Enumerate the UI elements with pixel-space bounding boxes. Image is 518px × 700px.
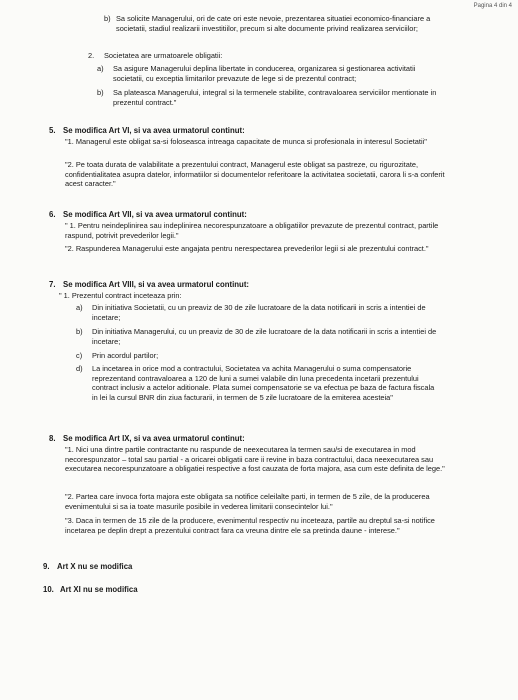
list-item: Prin acordul partilor; bbox=[92, 351, 159, 360]
section-number: 8. bbox=[49, 434, 56, 443]
section-heading: Se modifica Art VII, si va avea urmatorul continut: bbox=[63, 210, 247, 219]
item-label: c) bbox=[76, 351, 83, 360]
section-number: 7. bbox=[49, 280, 56, 289]
section-heading: Art XI nu se modifica bbox=[60, 585, 138, 594]
paragraph: Sa solicite Managerului, ori de cate ori este nevoie, prezentarea situatiei economico-financiare a societatii, stadiul realizarii investitiilor, precum si alte documente privind realizarea serviciilor; bbox=[116, 14, 431, 33]
item-label: b) bbox=[104, 14, 111, 23]
section-number: 9. bbox=[43, 562, 50, 571]
section-number: 5. bbox=[49, 126, 56, 135]
item-label: b) bbox=[76, 327, 83, 336]
section-heading: Se modifica Art VIII, si va avea urmatorul continut: bbox=[63, 280, 250, 289]
paragraph: "2. Pe toata durata de valabilitate a prezentului contract, Managerul este obligat sa pastreze, cu rigurozitate, confidentialitatea asupra datelor, informatiilor si documentelor referitoare la activitatea societatii, carora li s-a conferit acest caracter." bbox=[65, 160, 445, 189]
paragraph: Sa asigure Managerului deplina libertate in conducerea, organizarea si gestionarea activitatii societatii, cu exceptia limitarilor prevazute de lege si de prezentul contract; bbox=[113, 64, 416, 83]
section-heading: Se modifica Art IX, si va avea urmatorul continut: bbox=[63, 434, 245, 443]
list-item: Din initiativa Societatii, cu un preaviz de 30 de zile lucratoare de la data notificarii in scris a intentiei de incetare; bbox=[92, 303, 426, 322]
item-label: 2. bbox=[88, 51, 95, 60]
paragraph: Sa plateasca Managerului, integral si la termenele stabilite, contravaloarea serviciilor mentionate in prezentul contract." bbox=[113, 88, 437, 107]
item-label: a) bbox=[76, 303, 83, 312]
list-item: Din initiativa Managerului, cu un preaviz de 30 de zile lucratoare de la data notificarii in scris a intentiei de incetare; bbox=[92, 327, 437, 346]
item-label: d) bbox=[76, 364, 83, 373]
paragraph: "2. Raspunderea Managerului este angajata pentru nerespectarea prevederilor legii si ale prezentului contract." bbox=[65, 244, 429, 253]
paragraph: "1. Nici una dintre partile contractante nu raspunde de neexecutarea la termen sau/si de executarea in mod necorespunzator – total sau partial - a oricarei obligatii care ii revine in baza contractului, daca neexecutarea sau executarea necorespunzatoare a obligatiei respective a fost cauzata de forta majora, asa cum este definita de lege." bbox=[65, 445, 445, 474]
item-label: b) bbox=[97, 88, 104, 97]
paragraph: " 1. Pentru neindeplinirea sau indeplinirea necorespunzatoare a obligatiilor prevazute de prezentul contract, partile raspund, potrivit prevederilor legii." bbox=[65, 221, 439, 240]
paragraph: " 1. Prezentul contract inceteaza prin: bbox=[59, 291, 182, 300]
section-heading: Se modifica Art VI, si va avea urmatorul continut: bbox=[63, 126, 245, 135]
item-label: a) bbox=[97, 64, 104, 73]
list-item: La incetarea in orice mod a contractului, Societatea va achita Managerului o suma compensatorie reprezentand contravaloarea a 120 de luni a sumei valabile din luna precedenta incetarii prezentului contract inclusiv a actelor aditionale. Plata sumei compensatorie se va efectua pe baza de factura fiscala in lei la cursul BNR din ziua facturarii, in termen de 5 zile lucratoare de la emiterea acesteia" bbox=[92, 364, 435, 402]
section-heading: Art X nu se modifica bbox=[57, 562, 133, 571]
page-number: Pagina 4 din 4 bbox=[473, 3, 512, 9]
paragraph: Societatea are urmatoarele obligatii: bbox=[104, 51, 223, 60]
section-number: 10. bbox=[43, 585, 54, 594]
paragraph: "3. Daca in termen de 15 zile de la producere, evenimentul respectiv nu inceteaza, partile au dreptul sa-si notifice incetarea pe deplin drept a prezentului contract fara ca vreuna dintre ele sa pretinda daune - interese." bbox=[65, 516, 435, 535]
section-number: 6. bbox=[49, 210, 56, 219]
paragraph: "2. Partea care invoca forta majora este obligata sa notifice celeilalte parti, in termen de 5 zile, de la producerea evenimentului si sa ia toate masurile posibile in vederea limitarii consecintelor lui." bbox=[65, 492, 430, 511]
paragraph: "1. Managerul este obligat sa-si foloseasca intreaga capacitate de munca si profesionala in interesul Societatii" bbox=[65, 137, 427, 146]
